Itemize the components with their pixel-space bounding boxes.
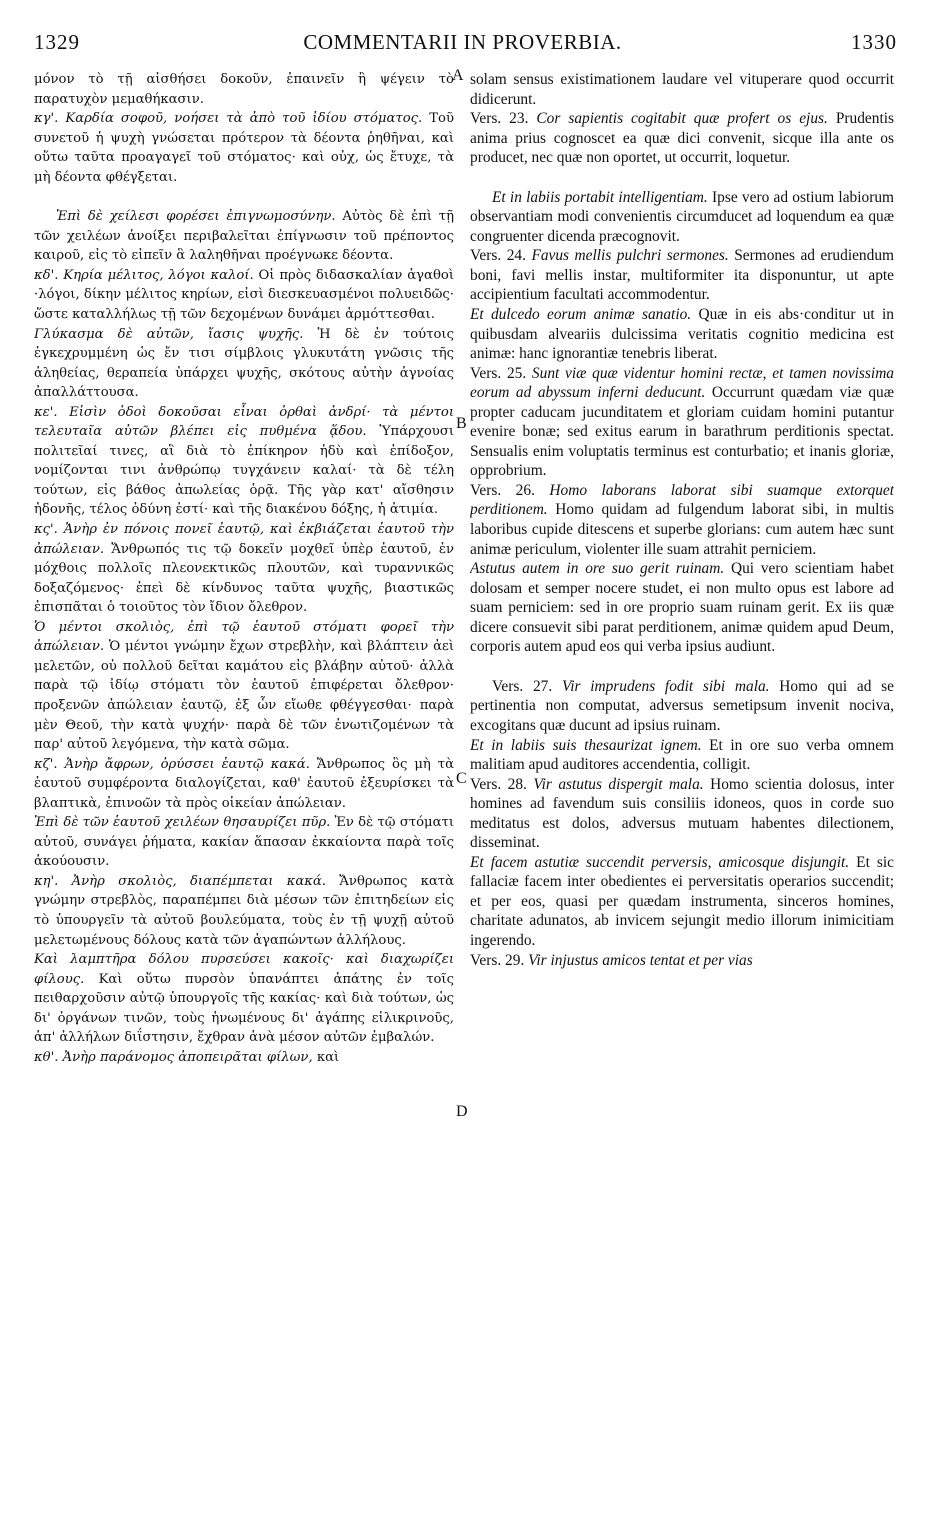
verse-label: Vers. 24. <box>470 247 532 265</box>
greek-paragraph: κδ'. Κηρία μέλιτος, λόγοι καλοί. Οἱ πρὸς διδασκαλίαν ἀγαθοὶ ·λόγοι, δίκην μέλιτος κηρίων, εἰσὶ διεσκευασμένοι πολυειδῶς· ὥστε καταλλήλως τῇ τῶν δεχομένων δυνάμει ἁρμόττεσθαι. <box>34 267 454 323</box>
verse-label: Vers. 25. <box>470 364 532 382</box>
greek-column <box>34 70 454 1067</box>
greek-lemma: Γλύκασμα δὲ αὐτῶν, ἴασις ψυχῆς. <box>34 326 304 342</box>
latin-lemma: Vir astutus dispergit mala. <box>533 775 704 793</box>
latin-paragraph: solam sensus existimationem laudare vel vituperare quod occurrit didicerunt. <box>470 71 894 108</box>
latin-paragraph: Vers. 25. Sunt viæ quæ videntur homini rectæ, et tamen novissima eorum ad abyssum inferni deducunt. Occurrunt quædam viæ quæ propter caducam jucunditatem et gloriam cuidam homini putantur evenire bonæ; sed exitus earum in barathrum perditionis spectat. Sensualis enim voluptatis terminus est conturbatio; et inanis gloriæ, opprobrium. <box>470 364 894 480</box>
latin-lemma: Et dulcedo eorum animæ sanatio. <box>470 306 692 324</box>
latin-lemma: Homo laborans laborat sibi suamque extorquet perditionem. <box>470 481 894 519</box>
greek-lemma: Ὁ μέντοι σκολιὸς, ἐπὶ τῷ ἑαυτοῦ στόματι φορεῖ τὴν ἀπώλειαν. <box>34 619 454 655</box>
latin-lemma: Et in labiis suis thesaurizat ignem. <box>470 736 702 754</box>
greek-paragraph: κζ'. Ἀνὴρ ἄφρων, ὀρύσσει ἑαυτῷ κακά. Ἄνθρωπος ὃς μὴ τὰ ἑαυτοῦ συμφέροντα διαλογίζεται, καθ' ἑαυτοῦ ἐξευρίσκει τὰ βλαπτικὰ, ἐπινοῶν τὰ πρὸς οἰκείαν ἀπώλειαν. <box>34 756 454 811</box>
verse-label: Vers. 27. <box>492 677 562 695</box>
latin-paragraph <box>470 951 894 971</box>
left-page-number: 1329 <box>34 30 80 54</box>
greek-lemma: κθ'. Ἀνὴρ παράνομος ἀποπειρᾶται φίλων, <box>34 1049 313 1065</box>
latin-lemma: Astutus autem in ore suo gerit ruinam. <box>470 560 725 578</box>
greek-paragraph: μόνον τὸ τῇ αἰσθήσει δοκοῦν, ἐπαινεῖν ἢ ψέγειν τὸ παρατυχὸν μεμαθήκασιν. <box>34 72 454 107</box>
latin-paragraph: Vers. 26. Homo laborans laborat sibi suamque extorquet perditionem. Homo quidam ad fulgendum laborat sibi, in multis laboribus cupide ditescens et superbe glorians: cum autem hæc sunt animæ periculum, violenter ille suam attrahit perniciem. <box>470 481 894 558</box>
latin-lemma: Vir imprudens fodit sibi mala. <box>561 677 770 695</box>
greek-paragraph: Ὁ μέντοι σκολιὸς, ἐπὶ τῷ ἑαυτοῦ στόματι φορεῖ τὴν ἀπώλειαν. Ὁ μέντοι γνώμην ἔχων στρεβλὴν, καὶ βλάπτειν ἀεὶ μελετῶν, οὐ πολλοῦ δεῖται καμάτου εἰς βλάβην αὐτοῦ· ἀλλὰ παρὰ τῷ ἰδίῳ στόματι τὸν ἑαυτοῦ ἐπιφέρεται ὄλεθρον· προξενῶν ἀπώλειαν ἑαυτῷ, ἐξ ὧν εἴωθε φθέγγεσθαι· παρὰ μὲν Θεοῦ, τὴν κατὰ ψυχήν· παρὰ δὲ τῶν ἐνωτιζομένων τὰ παρ' αὐτοῦ λεγόμενα, τὴν κατὰ σῶμα. <box>34 619 454 753</box>
greek-lemma: κδ'. Κηρία μέλιτος, λόγοι καλοί. <box>34 267 254 283</box>
verse-label: Vers. 23. <box>470 110 537 128</box>
latin-paragraph: Vers. 23. Cor sapientis cogitabit quæ profert os ejus. Prudentis anima prius cognoscet ea quæ dici convenit, sicque illa ante os producet, nec quæ non oportet, ut occurrit, loquetur. <box>470 110 894 167</box>
latin-paragraph: Vers. 28. Vir astutus dispergit mala. Homo scientia dolosus, inter homines ad favendum suis consiliis idoneos, quos in corde suo meditatus est dolos, adversus mutuam habentes dilectionem, disseminat. <box>470 775 894 852</box>
latin-lemma: Et facem astutiæ succendit perversis, amicosque disjungit. <box>470 853 850 871</box>
greek-lemma: κζ'. Ἀνὴρ ἄφρων, ὀρύσσει ἑαυτῷ κακά. <box>34 756 310 772</box>
latin-column <box>470 70 894 970</box>
latin-lemma: Cor sapientis cogitabit quæ profert os ejus. <box>536 110 828 128</box>
right-page-number: 1330 <box>851 30 897 54</box>
greek-paragraph: κς'. Ἀνὴρ ἐν πόνοις πονεῖ ἑαυτῷ, καὶ ἐκβιάζεται ἑαυτοῦ τὴν ἀπώλειαν. Ἄνθρωπός τις τῷ δοκεῖν μοχθεῖ ὑπὲρ ἑαυτοῦ, ἐν μόχθοις πολλοῖς πλεονεκτικῶς πλουτῶν, καὶ τυραννικῶς δοξαζόμενος· ἐπεὶ δὲ κίνδυνος ταῦτα ψυχῆς, βιαστικῶς ἐπισπᾶται ὁ τοιοῦτος τὸν ἴδιον ὄλεθρον. <box>34 522 454 616</box>
verse-label: Vers. 26. <box>470 481 550 499</box>
verse-label: Vers. 29. <box>470 951 529 969</box>
margin-letter-d: D <box>456 1103 468 1120</box>
greek-lemma: κγ'. Καρδία σοφοῦ, νοήσει τὰ ἀπὸ τοῦ ἰδίου στόματος. <box>34 111 423 127</box>
greek-paragraph: κη'. Ἀνὴρ σκολιὸς, διαπέμπεται κακά. Ἄνθρωπος κατὰ γνώμην στρεβλὸς, παραπέμπει διὰ μέσων τῶν ἐπιτηδείων εἰς τὸ ὑπουργεῖν τὰ αὐτοῦ βουλεύματα, τοὺς ἐν τῇ ψυχῇ αὐτοῦ μελετωμένους δόλους κατὰ τῶν ἀγαπώντων ἀλλήλους. <box>34 873 454 948</box>
greek-lemma: Ἐπὶ δὲ χείλεσι φορέσει ἐπιγνωμοσύνην. <box>56 209 336 225</box>
latin-lemma: Sunt viæ quæ videntur homini rectæ, et tamen novissima eorum ad abyssum inferni deducunt. <box>470 364 894 402</box>
greek-lemma: κε'. Εἰσὶν ὁδοὶ δοκοῦσαι εἶναι ὀρθαὶ ἀνδρί· τὰ μέντοι τελευταῖα αὐτῶν βλέπει εἰς πυθμένα ᾅδου. <box>34 404 454 440</box>
margin-letter-a: A <box>452 67 464 84</box>
running-title: COMMENTARII IN PROVERBIA. <box>303 30 622 54</box>
latin-paragraph: Et in labiis portabit intelligentiam. Ipse vero ad ostium labiorum observantiam modi convenientis circumducet ad loquendum ea quæ congruenter dicenda præcognovit. <box>470 188 894 245</box>
latin-lemma: Favus mellis pulchri sermones. <box>531 247 729 265</box>
greek-paragraph: Γλύκασμα δὲ αὐτῶν, ἴασις ψυχῆς. Ἡ δὲ ἐν τούτοις ἐγκεχρυμμένη ὡς ἔν τισι σίμβλοις γλυκυτάτη γνῶσις τῆς ἀληθείας, θεραπεία ὑπάρχει ψυχῆς, σκότους αὐτὴν ἀγνοίας ἀπαλλάττουσα. <box>34 326 454 401</box>
latin-paragraph: Et in labiis suis thesaurizat ignem. Et in ore suo verba omnem malitiam apud auditores accendentia, colligit. <box>470 736 894 774</box>
latin-paragraph: Et facem astutiæ succendit perversis, amicosque disjungit. Et sic fallaciæ facem inter obedientes ei perversitatis operarios succendit; et per eos, quasi per quædam instrumenta, sinceros homines, charitate adunatos, ab invicem sejungit medio illorum inimicitiam ingerendo. <box>470 853 894 949</box>
page-header <box>0 30 925 70</box>
latin-paragraph: Vers. 27. Vir imprudens fodit sibi mala. Homo qui ad se pertinentia non computat, adversus semetipsum invenit nociva, excogitans quæ ducunt ad ipsius ruinam. <box>470 677 894 734</box>
latin-paragraph: Astutus autem in ore suo gerit ruinam. Qui vero scientiam habet dolosam et semper nocere studet, ei non multo opus est labore ad suam perniciem: sed in ore proprio suam ruinam gerit. Ex iis quæ dicere consuevit sibi parat perditionem, animæ quidem apud Deum, corporis autem apud eos qui verba ipsius audiunt. <box>470 560 894 656</box>
greek-paragraph: Καὶ λαμπτῆρα δόλου πυρσεύσει κακοῖς· καὶ διαχωρίζει φίλους. Καὶ οὕτω πυρσὸν ὑπανάπτει ἀπάτης ἐν τοῖς πειθαρχοῦσιν αὐτῷ ὑπουργοῖς τῆς κακίας· καὶ διὰ τούτων, ὡς δι' ὀργάνων τινῶν, τοὺς ἡνωμένους δι' ἀγάπης εἰλικρινοῦς, ἀπ' ἀλλήλων διΐστησιν, ἔχθραν ἀνὰ μέσον αὐτῶν ἐμβαλών. <box>34 952 454 1046</box>
greek-paragraph: κθ'. Ἀνὴρ παράνομος ἀποπειρᾶται φίλων, καὶ <box>34 1049 340 1065</box>
latin-lemma: Et in labiis portabit intelligentiam. <box>492 188 708 206</box>
greek-paragraph: Ἐπὶ δὲ χείλεσι φορέσει ἐπιγνωμοσύνην. Αὐτὸς δὲ ἐπὶ τῇ τῶν χειλέων ἀνοίξει περιβαλεῖται ἐπίγνωσιν τοῦ πρέποντος καιροῦ, εἰς τὸ εἰπεῖν ἃ λαληθῆναι προέγνωκε δέοντα. <box>34 209 454 264</box>
verse-label: Vers. 28. <box>470 775 534 793</box>
latin-paragraph: Et dulcedo eorum animæ sanatio. Quæ in eis abs·conditur ut in quibusdam alveariis dulcissima veritatis cognitio medicina est animæ: hanc ignorantiæ tenebris liberat. <box>470 306 894 363</box>
greek-paragraph: κγ'. Καρδία σοφοῦ, νοήσει τὰ ἀπὸ τοῦ ἰδίου στόματος. Τοῦ συνετοῦ ἡ ψυχὴ γνώσεται πρότερον τὰ δέοντα ῥηθῆναι, καὶ οὕτω ταῦτα προαγαγεῖ τοῦ στόματος· καὶ οὐχ, ὡς ἔτυχε, τὰ μὴ δέοντα φθέγξεται. <box>34 111 454 185</box>
latin-lemma: Vir injustus amicos tentat et per vias <box>528 951 753 969</box>
margin-letter-b: B <box>456 415 467 432</box>
greek-paragraph: Ἐπὶ δὲ τῶν ἑαυτοῦ χειλέων θησαυρίζει πῦρ. Ἐν δὲ τῷ στόματι αὐτοῦ, συνάγει ῥήματα, κακίαν ἅπασαν ἐκκαίοντα παρὰ τοῖς ἀκούουσιν. <box>34 815 454 870</box>
greek-paragraph: κε'. Εἰσὶν ὁδοὶ δοκοῦσαι εἶναι ὀρθαὶ ἀνδρί· τὰ μέντοι τελευταῖα αὐτῶν βλέπει εἰς πυθμένα ᾅδου. Ὑπάρχουσι πολιτεῖαί τινες, αἳ διὰ τὸ ἐπίκηρον ἡδὺ καὶ ἐπίδοξον, νομίζονται τινι ἀνθρώπῳ τυγχάνειν καλαί· τὰ δὲ τέλη τούτων, εἰς βάθος ἀπωλείας ὁρᾷ. Τῆς γὰρ κατ' αἴσθησιν ἡδονῆς, τέλος ὀδύνη ἐστί· καὶ τῆς διακένου δόξης, ἡ ἀτιμία. <box>34 404 454 518</box>
greek-lemma: κς'. Ἀνὴρ ἐν πόνοις πονεῖ ἑαυτῷ, καὶ ἐκβιάζεται ἑαυτοῦ τὴν ἀπώλειαν. <box>34 522 454 557</box>
margin-letter-c: C <box>456 770 467 787</box>
greek-lemma: κη'. Ἀνὴρ σκολιὸς, διαπέμπεται κακά. <box>34 873 326 889</box>
latin-paragraph: Vers. 24. Favus mellis pulchri sermones. Sermones ad erudiendum boni, favi mellis instar, multiformiter ita disponuntur, ut apte accipientium facultati accommodentur. <box>470 247 894 304</box>
greek-lemma: Ἐπὶ δὲ τῶν ἑαυτοῦ χειλέων θησαυρίζει πῦρ. <box>34 815 331 831</box>
greek-lemma: Καὶ λαμπτῆρα δόλου πυρσεύσει κακοῖς· καὶ διαχωρίζει φίλους. <box>34 952 454 987</box>
